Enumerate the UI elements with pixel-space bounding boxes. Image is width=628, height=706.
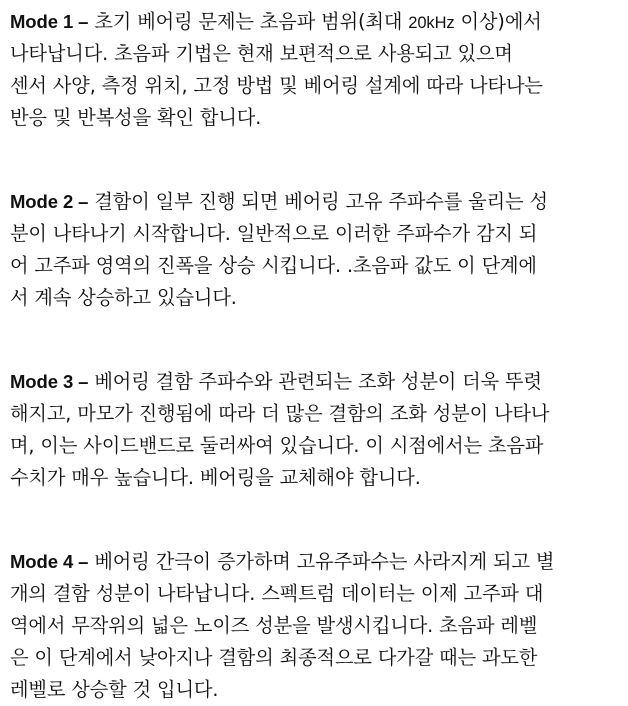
mode-4-line-3: 역에서 무작위의 넓은 노이즈 성분을 발생시킵니다. 초음파 레벨 [10, 614, 538, 637]
mode-1-line-2: 나타납니다. 초음파 기법은 현재 보편적으로 사용되고 있으며 [10, 42, 513, 65]
mode-2-line-3: 어 고주파 영역의 진폭을 상승 시킵니다. .초음파 값도 이 단계에 [10, 254, 537, 277]
mode-2-line-1 [10, 186, 620, 218]
mode-2-section [10, 186, 620, 314]
document-body [10, 6, 620, 706]
mode-2-line-2: 분이 나타나기 시작합니다. 일반적으로 이러한 주파수가 감지 되 [10, 222, 538, 245]
mode-1-text-tail: 이상)에서 [454, 10, 542, 33]
mode-4-section [10, 546, 620, 706]
mode-2-label: Mode 2 – [10, 191, 89, 212]
mode-4-line-5: 레벨로 상승할 것 입니다. [10, 678, 219, 701]
mode-1-section [10, 6, 620, 134]
mode-4-line-2: 개의 결함 성분이 나타납니다. 스펙트럼 데이터는 이제 고주파 대 [10, 582, 544, 605]
mode-4-label: Mode 4 – [10, 551, 89, 572]
mode-4-line-1 [10, 546, 620, 578]
mode-1-line-4: 반응 및 반복성을 확인 합니다. [10, 106, 262, 129]
mode-4-text: 베어링 간극이 증가하며 고유주파수는 사라지게 되고 별 [88, 550, 555, 573]
mode-3-line-4: 수치가 매우 높습니다. 베어링을 교체해야 합니다. [10, 466, 421, 489]
mode-2-text: 결함이 일부 진행 되면 베어링 고유 주파수를 울리는 성 [88, 190, 548, 213]
mode-3-line-2: 해지고, 마모가 진행됨에 따라 더 많은 결함의 조화 성분이 나타나 [10, 402, 550, 425]
mode-4-line-4: 은 이 단계에서 낮아지나 결함의 최종적으로 다가갈 때는 과도한 [10, 646, 538, 669]
mode-2-line-4: 서 계속 상승하고 있습니다. [10, 286, 237, 309]
mode-1-text: 초기 베어링 문제는 초음파 범위(최대 [88, 10, 409, 33]
mode-1-frequency: 20kHz [408, 14, 455, 32]
mode-3-section [10, 366, 620, 494]
mode-3-label: Mode 3 – [10, 371, 89, 392]
mode-3-text: 베어링 결함 주파수와 관련되는 조화 성분이 더욱 뚜렷 [88, 370, 542, 393]
mode-3-line-1 [10, 366, 620, 398]
mode-1-line-1 [10, 6, 620, 38]
mode-1-label: Mode 1 – [10, 11, 89, 32]
mode-1-line-3: 센서 사양, 측정 위치, 고정 방법 및 베어링 설계에 따라 나타나는 [10, 74, 543, 97]
mode-3-line-3: 며, 이는 사이드밴드로 둘러싸여 있습니다. 이 시점에서는 초음파 [10, 434, 544, 457]
